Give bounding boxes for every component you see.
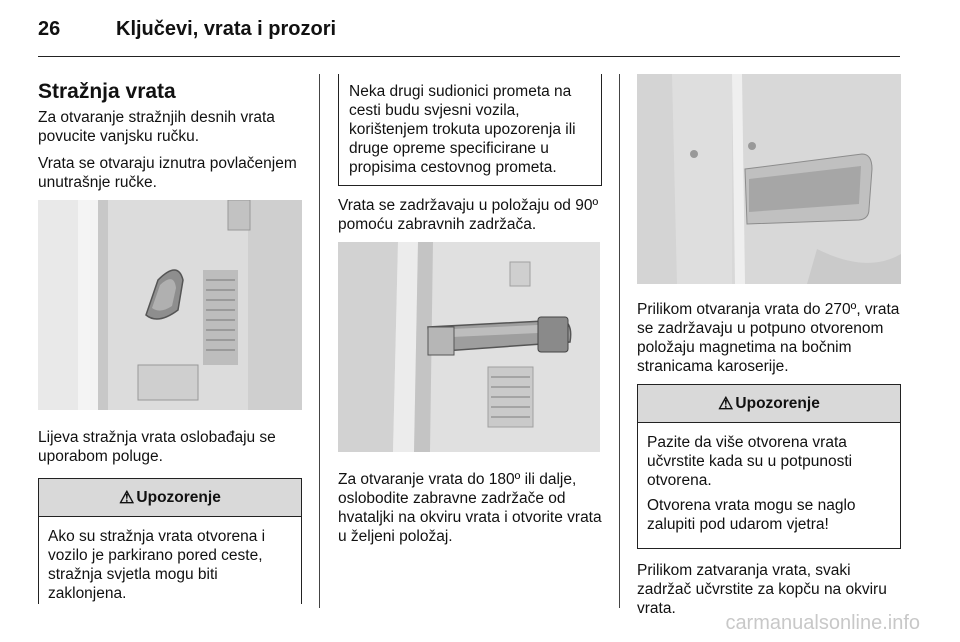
column-3 — [637, 74, 901, 626]
paragraph: Vrata se zadržavaju u položaju od 90º pomoću zabravnih zadržača. — [338, 197, 599, 233]
warning-text: Otvorena vrata mogu se naglo zalupiti pod udarom vjetra! — [647, 497, 856, 533]
warning-text: Pazite da više otvorena vrata učvrstite kada su u potpunosti otvorena. — [647, 434, 853, 489]
paragraph: Vrata se otvaraju iznutra povlačenjem unutrašnje ručke. — [38, 155, 297, 191]
paragraph: Lijeva stražnja vrata oslobađaju se uporabom poluge. — [38, 429, 276, 465]
warning-box — [38, 478, 302, 604]
chapter-title: Ključevi, vrata i prozori — [116, 18, 337, 40]
warning-header — [39, 479, 301, 517]
door-lever-illustration — [38, 200, 302, 410]
note-text: Neka drugi sudionici prometa na cesti budu svjesni vozila, korištenjem trokuta upozorenja ili druge opreme specificirane u propisima cestovnog prometa. — [349, 83, 576, 176]
paragraph: Prilikom zatvaranja vrata, svaki zadržač učvrstite za kopču na okviru vrata. — [637, 562, 887, 617]
paragraph: Za otvaranje vrata do 180º ili dalje, oslobodite zabravne zadržače od hvataljki na okviru vrata i otvorite vrata u željeni položaj. — [338, 471, 602, 545]
column-2 — [338, 74, 602, 554]
column-1 — [38, 74, 304, 604]
page-number: 26 — [38, 18, 61, 40]
column-divider — [319, 74, 320, 608]
paragraph: Za otvaranje stražnjih desnih vrata povucite vanjsku ručku. — [38, 109, 275, 145]
column-divider — [619, 74, 620, 608]
warning-triangle-icon: ⚠ — [718, 393, 734, 413]
warning-body — [39, 517, 301, 617]
section-heading: Stražnja vrata — [38, 80, 176, 103]
door-stop-strap-illustration — [338, 242, 600, 452]
paragraph: Prilikom otvaranja vrata do 270º, vrata se zadržavaju u potpuno otvorenom položaju magnetima na bočnim stranicama karoserije. — [637, 301, 900, 375]
warning-header — [638, 385, 900, 423]
warning-body — [638, 423, 900, 548]
warning-text: Ako su stražnja vrata otvorena i vozilo je parkirano pored ceste, stražnja svjetla mogu biti zaklonjena. — [48, 528, 266, 602]
warning-title: Upozorenje — [136, 488, 221, 506]
warning-title: Upozorenje — [735, 394, 820, 412]
note-box — [338, 74, 602, 186]
header-rule — [38, 56, 900, 57]
watermark: carmanualsonline.info — [725, 612, 920, 634]
warning-triangle-icon: ⚠ — [119, 487, 135, 507]
warning-box — [637, 384, 901, 549]
door-magnet-illustration — [637, 74, 901, 284]
